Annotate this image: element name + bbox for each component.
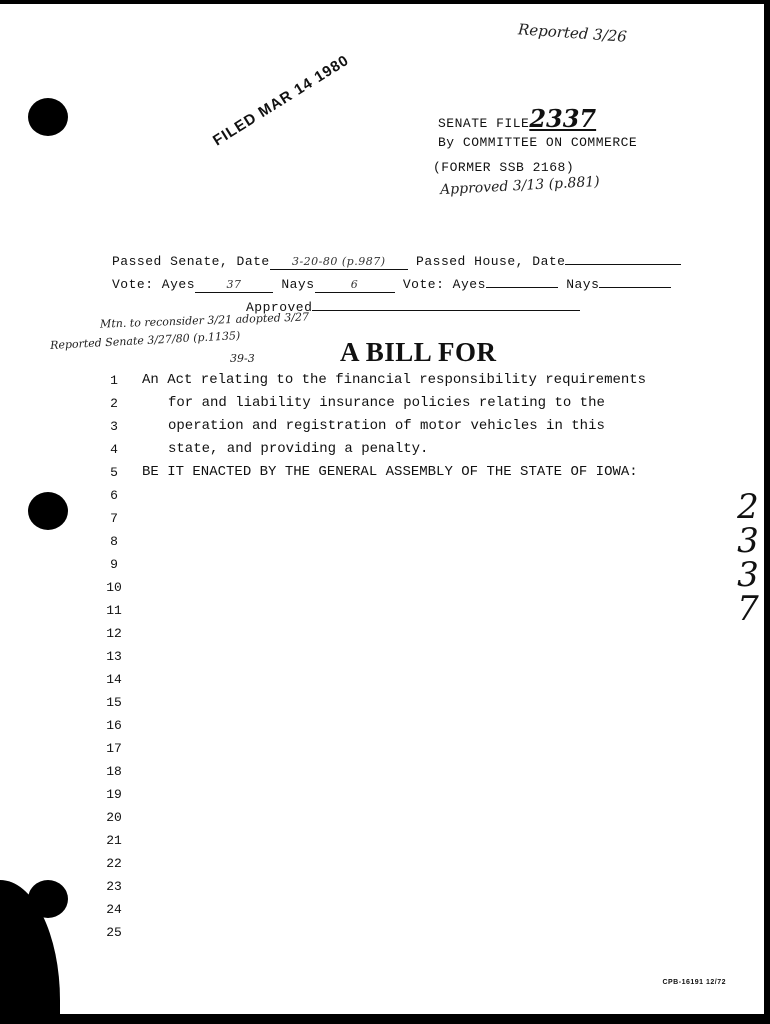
line-number: 20: [106, 810, 122, 825]
bill-text-line-4: state, and providing a penalty.: [168, 441, 429, 457]
line-number: 6: [110, 488, 118, 503]
line-number: 10: [106, 580, 122, 595]
line-number: 3: [110, 419, 118, 434]
passed-house-date: [565, 250, 681, 265]
senate-file-label: SENATE FILE: [438, 116, 530, 131]
approved-label: Approved: [246, 300, 313, 315]
vote-row: [112, 273, 671, 293]
line-number: 15: [106, 695, 122, 710]
line-number: 25: [106, 925, 122, 940]
handwritten-history-line-2: Reported Senate 3/27/80 (p.1135): [49, 329, 241, 352]
line-number: 2: [110, 396, 118, 411]
line-number: 14: [106, 672, 122, 687]
passed-senate-row: [112, 250, 681, 270]
punch-hole-top: [28, 98, 68, 136]
line-number: 9: [110, 557, 118, 572]
house-nays-value: [599, 273, 671, 288]
bill-text-line-3: operation and registration of motor vehicles in this: [168, 418, 605, 434]
margin-digit: 2: [737, 487, 759, 527]
handwritten-history-line-1: Mtn. to reconsider 3/21 adopted 3/27: [99, 310, 310, 331]
handwritten-history-line-3: 39-3: [230, 352, 255, 365]
house-ayes-value: [486, 273, 558, 288]
line-number: 17: [106, 741, 122, 756]
line-number: 16: [106, 718, 122, 733]
senate-vote-label: Vote: Ayes: [112, 277, 196, 292]
line-number: 12: [106, 626, 122, 641]
handwritten-reported-note: Reported 3/26: [517, 20, 628, 46]
line-number: 23: [106, 879, 122, 894]
margin-digit: 3: [737, 555, 759, 595]
bill-title: A BILL FOR: [340, 337, 497, 367]
line-number: 18: [106, 764, 122, 779]
bill-text-line-1: An Act relating to the financial responsibility requirements: [142, 372, 647, 388]
house-nays-label: Nays: [566, 277, 600, 292]
line-number: 5: [110, 465, 118, 480]
line-number: 19: [106, 787, 122, 802]
punch-hole-middle: [28, 492, 68, 530]
line-number: 21: [106, 833, 122, 848]
form-code: CPB-16191 12/72: [662, 979, 726, 986]
margin-file-number: [728, 487, 768, 629]
bill-text-line-2: for and liability insurance policies relating to the: [168, 395, 605, 411]
line-number: 8: [110, 534, 118, 549]
line-number: 22: [106, 856, 122, 871]
margin-digit: 7: [737, 589, 759, 629]
approved-value: [312, 296, 580, 311]
line-number: 11: [106, 603, 122, 618]
line-number: 1: [110, 373, 118, 388]
passed-senate-label: Passed Senate, Date: [112, 254, 270, 269]
line-number: 24: [106, 902, 122, 917]
bill-text-line-5: BE IT ENACTED BY THE GENERAL ASSEMBLY OF THE STATE OF IOWA:: [142, 464, 638, 480]
senate-nays-value: 6: [315, 278, 395, 293]
margin-digit: 3: [737, 521, 759, 561]
line-number: 7: [110, 511, 118, 526]
scan-border-top: [0, 0, 770, 4]
committee-line: By COMMITTEE ON COMMERCE: [438, 135, 638, 150]
former-ssb-line: (FORMER SSB 2168): [433, 160, 575, 175]
senate-file-number: 2337: [529, 104, 597, 133]
line-number: 13: [106, 649, 122, 664]
scan-border-bottom: [0, 1014, 770, 1024]
senate-file-heading: [438, 104, 596, 133]
passed-senate-date: 3-20-80 (p.987): [270, 255, 408, 270]
senate-ayes-value: 37: [195, 278, 273, 293]
handwritten-approved-note: Approved 3/13 (p.881): [439, 173, 601, 199]
passed-house-label: Passed House, Date: [416, 254, 566, 269]
punch-hole-bottom: [28, 880, 68, 918]
house-vote-label: Vote: Ayes: [402, 277, 486, 292]
line-number: 4: [110, 442, 118, 457]
senate-nays-label: Nays: [281, 277, 315, 292]
filed-stamp: FILED MAR 14 1980: [210, 51, 353, 150]
